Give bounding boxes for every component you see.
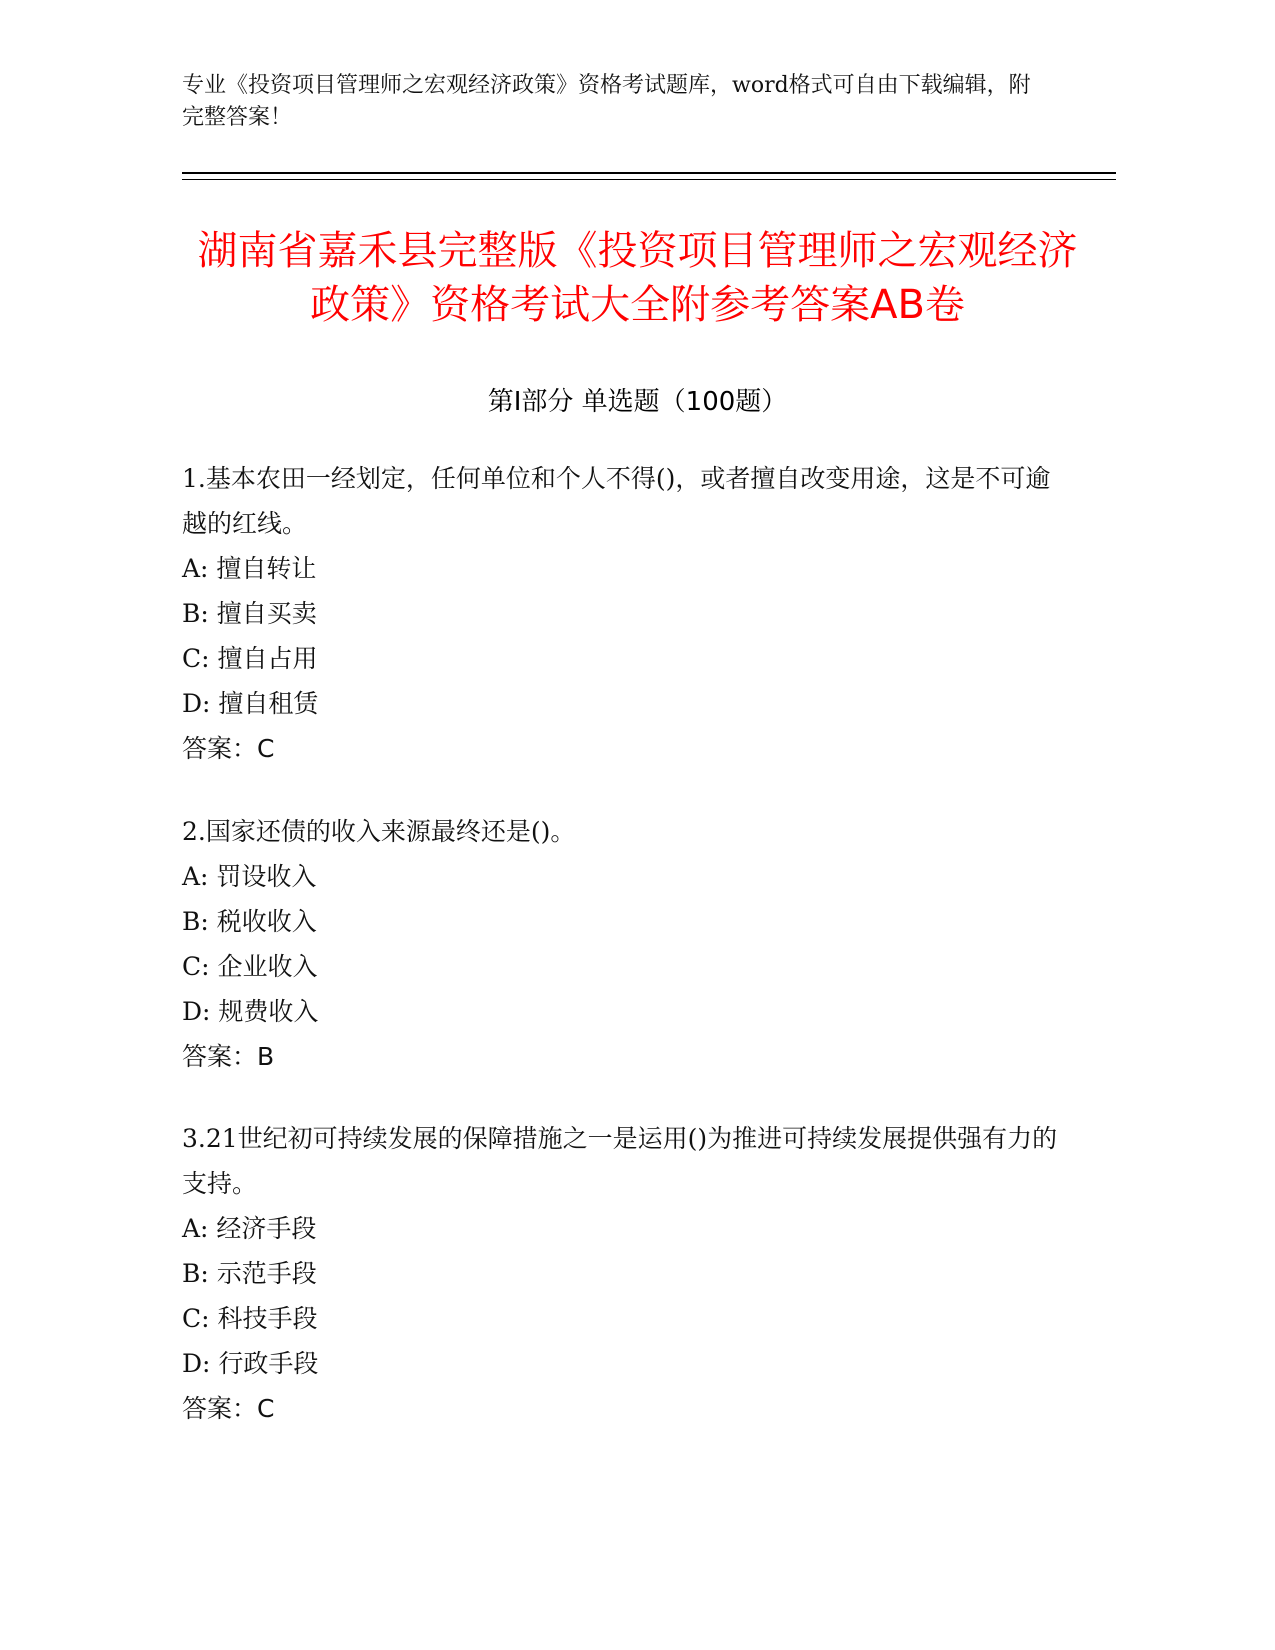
option-a: A: 经济手段 — [182, 1214, 317, 1243]
option-c: C: 科技手段 — [182, 1304, 318, 1333]
header-rule-thin — [182, 179, 1116, 180]
option-b: B: 擅自买卖 — [182, 599, 317, 628]
answer: 答案：C — [182, 1394, 275, 1423]
question-stem: 3.21世纪初可持续发展的保障措施之一是运用()为推进可持续发展提供强有力的支持。 — [182, 1124, 1058, 1198]
section-heading: 第I部分 单选题（100题） — [487, 387, 788, 417]
question-block — [182, 1116, 1062, 1431]
question-block — [182, 456, 1062, 771]
question-stem: 1.基本农田一经划定，任何单位和个人不得()，或者擅自改变用途，这是不可逾越的红线。 — [182, 464, 1051, 538]
header-note: 专业《投资项目管理师之宏观经济政策》资格考试题库，word格式可自由下载编辑，附完整答案！ — [182, 73, 1031, 130]
answer: 答案：B — [182, 1042, 275, 1071]
document-title: 湖南省嘉禾县完整版《投资项目管理师之宏观经济政策》资格考试大全附参考答案AB卷 — [197, 228, 1078, 328]
option-d: D: 擅自租赁 — [182, 689, 319, 718]
question-block — [182, 809, 1062, 1079]
option-b: B: 税收收入 — [182, 907, 317, 936]
answer: 答案：C — [182, 734, 275, 763]
option-b: B: 示范手段 — [182, 1259, 317, 1288]
option-a: A: 擅自转让 — [182, 554, 317, 583]
option-d: D: 规费收入 — [182, 997, 319, 1026]
question-stem: 2.国家还债的收入来源最终还是()。 — [182, 817, 576, 846]
option-c: C: 擅自占用 — [182, 644, 318, 673]
option-a: A: 罚设收入 — [182, 862, 317, 891]
header-rule-thick — [182, 172, 1116, 174]
option-d: D: 行政手段 — [182, 1349, 319, 1378]
option-c: C: 企业收入 — [182, 952, 318, 981]
